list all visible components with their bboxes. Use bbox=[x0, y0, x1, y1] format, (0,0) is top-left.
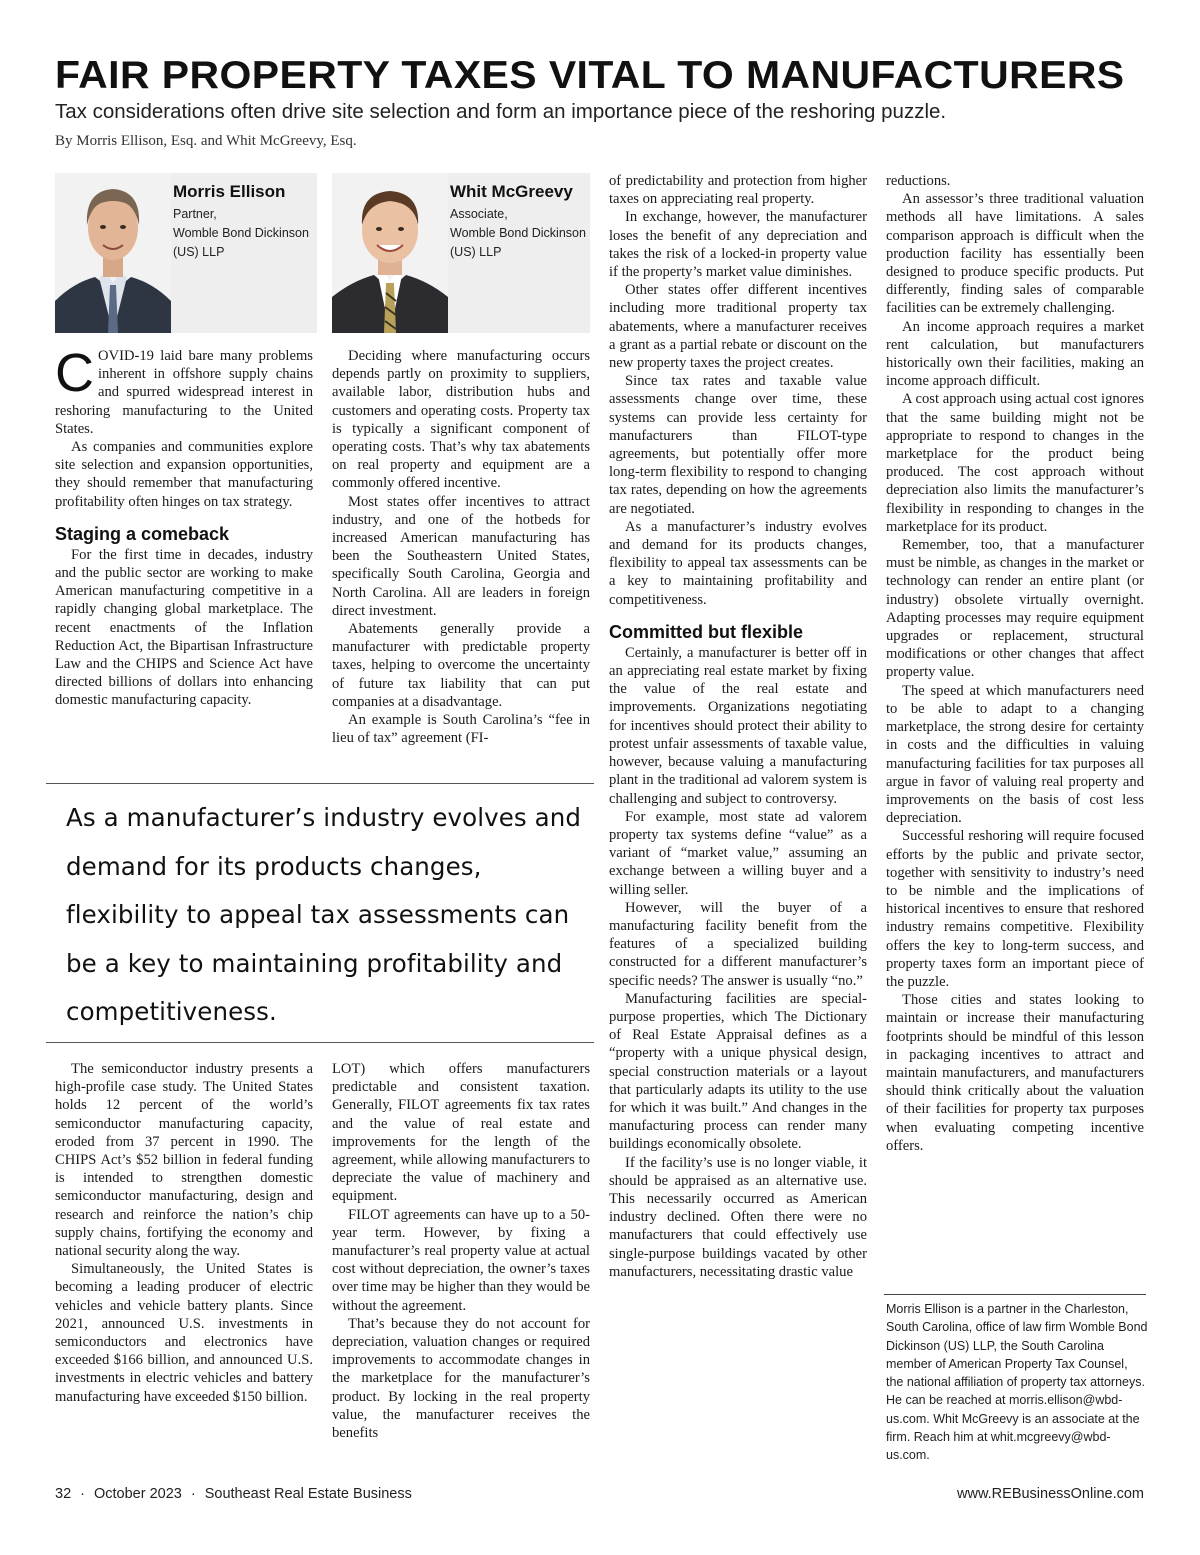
paragraph: Successful reshoring will require focused efforts by the public and private sector, together with sensitivity to industry’s need to be nimble and the implications of historical incentives to ensure that reshored industry remains competitive. Flexibility offers the key to long-term success, and property taxes form an important piece of the puzzle. bbox=[886, 828, 1144, 990]
paragraph: A cost approach using actual cost ignores that the same building might not be appropriate to respond to changes in the marketplace for the product being produced. The cost approach without depreciation also limits the manufacturer’s flexibility in responding to changes in the marketplace for its product. bbox=[886, 391, 1144, 535]
paragraph: LOT) which offers manufacturers predictable and consistent taxation. Generally, FILOT agreements fix tax rates and the value of real estate and improvements for the length of the agreement, while allowing manufacturers to depreciate the value of machinery and equipment. bbox=[332, 1061, 590, 1205]
column-1-top bbox=[55, 343, 313, 710]
author-photo-ellison bbox=[55, 173, 171, 333]
author-bio: Morris Ellison is a partner in the Charleston, South Carolina, office of law firm Womble Bond Dickinson (US) LLP, the South Carolina member of American Property Tax Counsel, the national affiliation of property tax attorneys. He can be reached at morris.ellison@wbd-us.com. Whit McGreevy is an associate at the firm. Reach him at whit.mcgreevy@wbd-us.com. bbox=[886, 1302, 1148, 1463]
pull-quote bbox=[46, 783, 594, 1043]
paragraph: An assessor’s three traditional valuation methods all have limitations. A sales comparison approach is difficult when the production facility has essentially been designed to produce specific products. Put differently, finding sales of comparable facilities can be extremely challenging. bbox=[886, 191, 1144, 317]
paragraph: Certainly, a manufacturer is better off in an appreciating real estate market by fixing the value of the real estate and improvements. Organizations negotiating for incentives should protect their ability to protest unfair assessments of taxable value, however, because valuing a manufacturing plant in the traditional ad valorem system is challenging and subject to controversy. bbox=[609, 644, 867, 807]
paragraph: COVID-19 laid bare many problems inherent in offshore supply chains and spurred widespread interest in reshoring manufacturing to the United States. bbox=[55, 343, 313, 437]
paragraph: However, will the buyer of a manufacturing facility benefit from the features of a specialized building constructed for a different manufacturer’s specific needs? The answer is usually “no.” bbox=[609, 899, 867, 989]
paragraph: Most states offer incentives to attract industry, and one of the hotbeds for increased American manufacturing has been the Southeastern United States, specifically South Carolina, Georgia and North Carolina. All are leaders in foreign direct investment. bbox=[332, 493, 590, 619]
paragraph: The semiconductor industry presents a high-profile case study. The United States holds 12 percent of the world’s semiconductor manufacturing capacity, eroded from 37 percent in 1990. The CHIPS Act’s $52 billion in federal funding is intended to strengthen domestic semiconductor manufacturing, design and research and reinforce the nation’s chip supply chains, fortifying the economy and national security along the way. bbox=[55, 1061, 313, 1260]
paragraph: Simultaneously, the United States is becoming a leading producer of electric vehicles and vehicle battery plants. Since 2021, announced U.S. investments in semiconductors and electronics have exceeded $166 billion, and announced U.S. investments in electric vehicles and battery manufacturing have exceeded $150 billion. bbox=[55, 1261, 313, 1405]
issue-date: October 2023 bbox=[93, 1486, 182, 1502]
publication-name: Southeast Real Estate Business bbox=[204, 1486, 412, 1502]
author-title: Associate, Womble Bond Dickinson (US) LLP bbox=[450, 207, 586, 259]
headline: FAIR PROPERTY TAXES VITAL TO MANUFACTURERS bbox=[55, 54, 1125, 97]
paragraph: Deciding where manufacturing occurs depends partly on proximity to suppliers, available labor, distribution hubs and customers and operating costs. Property tax is typically a significant component of operating costs. That’s why tax abatements on real property and equipment are a commonly offered incentive. bbox=[332, 348, 590, 492]
bio-divider bbox=[884, 1294, 1146, 1295]
paragraph: Abatements generally provide a manufacturer with predictable property taxes, helping to overcome the uncertainty of future tax liability that can put companies at a disadvantage. bbox=[332, 621, 590, 710]
paragraph: reductions. bbox=[886, 173, 951, 189]
column-1-bottom bbox=[55, 1060, 313, 1406]
headshot-photo-icon bbox=[332, 173, 448, 333]
paragraph: That’s because they do not account for depreciation, valuation changes or required improvements to accommodate changes in the marketplace for the manufacturer’s product. By locking in the real property value, the manufacturer receives the benefits bbox=[332, 1315, 590, 1442]
separator: · bbox=[190, 1486, 196, 1502]
paragraph: An income approach requires a market rent calculation, but manufacturers historically own their facilities, making an income approach difficult. bbox=[886, 318, 1144, 390]
column-4 bbox=[886, 172, 1144, 1155]
paragraph: Other states offer different incentives including more traditional property tax abatements, where a manufacturer receives a grant as a partial rebate or discount on the new property taxes the project creates. bbox=[609, 282, 867, 372]
paragraph: For the first time in decades, industry and the public sector are working to make American manufacturing competitive in a rapidly changing global marketplace. The recent enactments of the Inflation Reduction Act, the Bipartisan Infrastructure Law and the CHIPS and Science Act have directed billions of dollars into enhancing domestic manufacturing capacity. bbox=[55, 546, 313, 709]
section-heading: Committed but flexible bbox=[609, 621, 804, 642]
subhead: Tax considerations often drive site selection and form an importance piece of the reshoring puzzle. bbox=[55, 100, 947, 123]
paragraph: As companies and communities explore site selection and expansion opportunities, they should remember that manufacturing profitability often hinges on tax strategy. bbox=[55, 439, 313, 510]
paragraph: As a manufacturer’s industry evolves and demand for its products changes, flexibility to appeal tax assessments can be a key to maintaining profitability and competitiveness. bbox=[609, 518, 867, 608]
author-info-mcgreevy bbox=[448, 173, 590, 333]
paragraph: Since tax rates and taxable value assessments change over time, these systems can provide less certainty for manufacturers than FILOT-type agreements, but potentially offer more long-term flexibility to respond to changing tax rates, depending on how the agreements are negotiated. bbox=[609, 373, 867, 517]
paragraph: Remember, too, that a manufacturer must be nimble, as changes in the market or technology can render an entire plant (or industry) obsolete virtually overnight. Adapting processes may require equipment upgrades or replacement, structural modifications or other changes that affect property value. bbox=[886, 537, 1144, 681]
paragraph: of predictability and protection from higher taxes on appreciating real property. bbox=[609, 173, 867, 208]
footer-left bbox=[55, 1486, 412, 1502]
paragraph: If the facility’s use is no longer viable, it should be appraised as an alternative use. This necessarily occurred as American industry declined. Often there were no manufacturers that could effectively use single-purpose buildings vacated by other manufacturers, necessitating drastic value bbox=[609, 1154, 867, 1280]
column-2-top bbox=[332, 347, 590, 747]
pull-quote-text: As a manufacturer’s industry evolves and demand for its products changes, flexibility to appeal tax assessments can be a key to maintaining profitability and competitiveness. bbox=[66, 803, 582, 1026]
paragraph: The speed at which manufacturers need to be able to adapt to a changing marketplace, the strong desire for certainty in costs and the difficulties in valuing manufacturing facilities for tax purposes all argue in favor of valuing real property and improvements on the basis of cost less depreciation. bbox=[886, 682, 1144, 827]
author-info-ellison bbox=[171, 173, 317, 333]
author-photo-mcgreevy bbox=[332, 173, 448, 333]
column-3 bbox=[609, 172, 867, 1281]
author-name: Whit McGreevy bbox=[450, 182, 573, 201]
section-heading: Staging a comeback bbox=[55, 523, 230, 544]
page-number: 32 bbox=[55, 1486, 72, 1502]
author-name: Morris Ellison bbox=[173, 182, 286, 201]
author-card-mcgreevy bbox=[332, 173, 590, 333]
drop-cap: C bbox=[55, 343, 94, 403]
headshot-photo-icon bbox=[55, 173, 171, 333]
author-card-ellison bbox=[55, 173, 317, 333]
paragraph: Manufacturing facilities are special-purpose properties, which The Dictionary of Real Estate Appraisal defines as a “property with a unique physical design, special construction materials or a layout that particularly adapts its utility to the use for which it was built.” And changes in the manufacturing process can render many buildings economically obsolete. bbox=[609, 990, 867, 1153]
byline: By Morris Ellison, Esq. and Whit McGreevy, Esq. bbox=[55, 133, 357, 149]
paragraph: In exchange, however, the manufacturer loses the benefit of any depreciation and takes the risk of a locked-in property value if the property’s market value diminishes. bbox=[609, 209, 867, 281]
paragraph: FILOT agreements can have up to a 50-year term. However, by fixing a manufacturer’s real property value at actual cost without depreciation, the owner’s taxes over time may be higher than they would be without the agreement. bbox=[332, 1206, 590, 1314]
paragraph: Those cities and states looking to maintain or increase their manufacturing footprints should be mindful of this lesson in packaging incentives to attract and maintain manufacturers, and manufacturers should think critically about the valuation of their facilities for property tax purposes when evaluating competing incentive offers. bbox=[886, 992, 1144, 1154]
paragraph: For example, most state ad valorem property tax systems define “value” as a variant of “market value,” assuming an exchange between a willing buyer and a willing seller. bbox=[609, 808, 867, 898]
website-link[interactable]: www.REBusinessOnline.com bbox=[957, 1486, 1144, 1502]
author-title: Partner, Womble Bond Dickinson (US) LLP bbox=[173, 207, 309, 259]
column-2-bottom bbox=[332, 1060, 590, 1442]
paragraph: An example is South Carolina’s “fee in lieu of tax” agreement (FI- bbox=[332, 712, 590, 747]
separator: · bbox=[80, 1486, 85, 1502]
